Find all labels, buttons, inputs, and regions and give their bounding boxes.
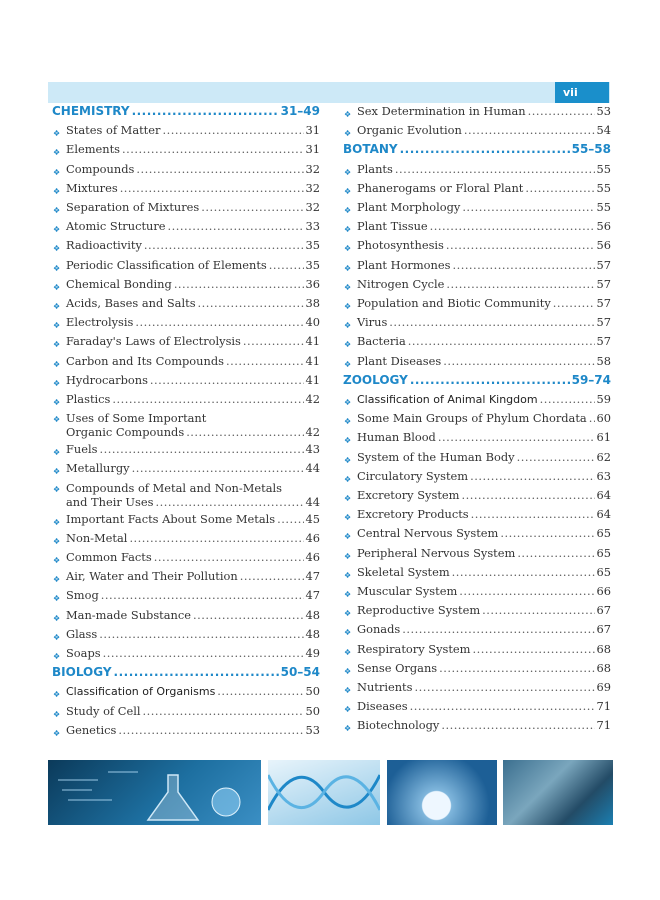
entry-page: 55	[596, 180, 611, 195]
entry-page: 65	[596, 526, 611, 541]
toc-entry[interactable]	[52, 411, 320, 439]
toc-entry[interactable]	[52, 373, 320, 387]
leader-dots	[193, 608, 304, 622]
entry-title: ❖ States of Matter	[66, 123, 161, 138]
entry-page: 56	[596, 238, 611, 253]
entry-page: 57	[596, 276, 611, 291]
leader-dots	[114, 665, 279, 679]
entry-title: ❖ Atomic Structure	[66, 219, 166, 234]
leader-dots	[198, 296, 304, 310]
toc-entry[interactable]	[343, 584, 611, 598]
entry-page: 67	[596, 603, 611, 618]
toc-entry[interactable]	[52, 392, 320, 406]
entry-page: 35	[305, 238, 320, 253]
entry-title: ❖ Bacteria	[357, 334, 406, 349]
leader-dots	[277, 512, 303, 526]
leader-dots	[226, 354, 304, 368]
entry-page: 62	[596, 449, 611, 464]
entry-title: ❖ Respiratory System	[357, 641, 471, 656]
entry-title: ❖ Elements	[66, 142, 120, 157]
toc-entry[interactable]	[343, 526, 611, 540]
toc-entry[interactable]	[343, 680, 611, 694]
entry-title: ❖ Study of Cell	[66, 703, 141, 718]
toc-entry[interactable]	[343, 642, 611, 656]
section-title: BOTANY	[343, 142, 398, 157]
toc-entry[interactable]	[343, 661, 611, 675]
leader-dots	[414, 680, 594, 694]
leader-dots	[395, 162, 595, 176]
entry-title: ❖ Soaps	[66, 646, 101, 660]
leader-dots	[132, 104, 279, 118]
leader-dots	[410, 699, 595, 713]
entry-page: 41	[305, 353, 320, 368]
entry-title: ❖ Central Nervous System	[357, 526, 499, 541]
toc-entry[interactable]	[343, 104, 611, 118]
toc-entry[interactable]	[343, 277, 611, 291]
entry-page: 60	[596, 411, 611, 426]
toc-entry[interactable]	[343, 181, 611, 195]
leader-dots	[240, 569, 304, 583]
entry-title: ❖ Metallurgy	[66, 461, 130, 476]
toc-entry[interactable]	[52, 142, 320, 156]
entry-page: 49	[305, 646, 320, 660]
leader-dots	[118, 723, 303, 737]
entry-page: 48	[305, 626, 320, 641]
entry-page: 53	[305, 722, 320, 737]
leader-dots	[553, 296, 595, 310]
entry-page: 71	[596, 699, 611, 714]
entry-page: 48	[305, 607, 320, 622]
entry-title-line1: ❖ Compounds of Metal and Non-Metals	[66, 480, 282, 495]
toc-entry[interactable]	[343, 603, 611, 617]
entry-page: 64	[596, 507, 611, 522]
leader-dots	[243, 334, 304, 348]
entry-title: ❖ Plant Hormones	[357, 257, 451, 272]
leader-dots	[446, 277, 594, 291]
entry-page: 32	[305, 180, 320, 195]
page-number: vii	[555, 82, 609, 103]
entry-page: 31	[305, 123, 320, 138]
entry-page: 42	[305, 392, 320, 406]
toc-entry[interactable]	[52, 354, 320, 368]
leader-dots	[154, 550, 304, 564]
entry-page: 55	[596, 161, 611, 176]
toc-entry[interactable]	[52, 277, 320, 291]
entry-title: Organic Compounds	[66, 425, 185, 440]
entry-title: ❖ Classification of Animal Kingdom	[357, 393, 538, 406]
entry-page: 67	[596, 622, 611, 637]
leader-dots	[464, 123, 595, 137]
entry-page: 53	[596, 104, 611, 118]
leader-dots	[143, 704, 304, 718]
section-pages: 50–54	[280, 665, 320, 680]
entry-page: 57	[596, 296, 611, 310]
section-heading[interactable]	[343, 373, 611, 387]
leader-dots	[472, 642, 594, 656]
entry-page: 65	[596, 564, 611, 579]
animals-collage-image	[503, 760, 613, 825]
entry-title: ❖ Plant Diseases	[357, 353, 442, 368]
entry-title: ❖ Compounds	[66, 161, 135, 176]
entry-page: 38	[305, 296, 320, 310]
entry-title-line1: ❖ Uses of Some Important	[66, 411, 207, 426]
entry-title: ❖ Biotechnology	[357, 718, 440, 733]
entry-page: 46	[305, 530, 320, 545]
toc-entry[interactable]	[343, 565, 611, 579]
toc-entry[interactable]	[343, 546, 611, 560]
entry-page: 47	[305, 588, 320, 603]
chemistry-lab-image	[48, 760, 261, 825]
entry-page: 64	[596, 488, 611, 502]
entry-title: ❖ Human Blood	[357, 430, 436, 445]
entry-page: 42	[305, 425, 320, 440]
toc-entry[interactable]	[343, 392, 611, 407]
toc-entry[interactable]	[343, 718, 611, 732]
entry-page: 41	[305, 334, 320, 349]
leader-dots	[217, 684, 303, 698]
toc-entry[interactable]	[52, 627, 320, 641]
entry-title: ❖ Plant Tissue	[357, 219, 428, 234]
toc-entry[interactable]	[343, 315, 611, 329]
section-heading[interactable]	[343, 142, 611, 156]
leader-dots	[136, 162, 303, 176]
section-pages: 59–74	[571, 372, 611, 387]
entry-title: ❖ Electrolysis	[66, 315, 134, 330]
entry-page: 57	[596, 315, 611, 330]
toc-entry[interactable]	[343, 699, 611, 713]
entry-page: 55	[596, 200, 611, 214]
entry-page: 32	[305, 161, 320, 176]
entry-title: ❖ Chemical Bonding	[66, 276, 172, 291]
entry-page: 61	[596, 430, 611, 445]
entry-title: ❖ Organic Evolution	[357, 123, 462, 138]
dna-helix-image	[268, 760, 380, 825]
entry-page: 56	[596, 219, 611, 234]
entry-title: ❖ System of the Human Body	[357, 449, 515, 464]
entry-page: 43	[305, 442, 320, 457]
entry-page: 36	[305, 276, 320, 291]
section-title: ZOOLOGY	[343, 372, 408, 387]
entry-page: 35	[305, 257, 320, 272]
leader-dots	[150, 373, 304, 387]
entry-page: 54	[596, 123, 611, 138]
toc-entry[interactable]	[52, 442, 320, 456]
entry-title: ❖ Separation of Mixtures	[66, 200, 200, 214]
entry-page: 68	[596, 641, 611, 656]
leader-dots	[269, 258, 304, 272]
entry-title: ❖ Mixtures	[66, 180, 118, 195]
leader-dots	[99, 627, 303, 641]
entry-page: 31	[305, 142, 320, 157]
toc-entry[interactable]	[52, 181, 320, 195]
dna-icon	[268, 760, 380, 825]
toc-entry[interactable]	[343, 219, 611, 233]
leader-dots	[135, 315, 303, 329]
entry-page: 71	[596, 718, 611, 733]
leader-dots	[589, 411, 595, 425]
leader-dots	[132, 461, 304, 475]
toc-entry[interactable]	[52, 162, 320, 176]
entry-page: 45	[305, 511, 320, 526]
leader-dots	[471, 507, 595, 521]
toc-entry[interactable]	[52, 123, 320, 137]
toc-entry[interactable]	[52, 531, 320, 545]
entry-title: ❖ Population and Biotic Community	[357, 296, 551, 310]
entry-page: 57	[596, 257, 611, 272]
leader-dots	[129, 531, 303, 545]
toc-entry[interactable]	[52, 704, 320, 718]
toc-entry[interactable]	[343, 296, 611, 310]
toc-entry[interactable]	[343, 450, 611, 464]
entry-page: 44	[305, 461, 320, 476]
entry-title: ❖ Excretory System	[357, 488, 460, 502]
section-title: CHEMISTRY	[52, 104, 130, 118]
entry-page: 57	[596, 334, 611, 349]
entry-title: ❖ Virus	[357, 315, 388, 330]
entry-page: 58	[596, 353, 611, 368]
entry-title: and Their Uses	[66, 494, 154, 509]
entry-page: 68	[596, 660, 611, 675]
leader-dots	[103, 646, 304, 660]
toc-entry[interactable]	[343, 411, 611, 425]
leader-dots	[400, 142, 570, 156]
section-pages: 31–49	[280, 104, 320, 118]
toc-entry[interactable]	[52, 219, 320, 233]
leader-dots	[461, 488, 594, 502]
toc-entry[interactable]	[52, 315, 320, 329]
leader-dots	[168, 219, 304, 233]
entry-page: 66	[596, 584, 611, 598]
section-pages: 55–58	[571, 142, 611, 157]
toc-entry[interactable]	[343, 507, 611, 521]
toc-entry[interactable]	[52, 588, 320, 602]
section-heading[interactable]	[52, 665, 320, 679]
leader-dots	[101, 588, 304, 602]
entry-page: 40	[305, 315, 320, 330]
flower-image	[387, 760, 497, 825]
toc-entry[interactable]	[52, 461, 320, 475]
leader-dots	[402, 622, 594, 636]
toc-entry[interactable]	[343, 354, 611, 368]
leader-dots	[517, 546, 594, 560]
leader-dots	[144, 238, 304, 252]
entry-title: ❖ Important Facts About Some Metals	[66, 511, 276, 526]
entry-title: ❖ Gonads	[357, 622, 401, 637]
entry-title: ❖ Glass	[66, 626, 98, 641]
entry-title: ❖ Plants	[357, 161, 393, 176]
leader-dots	[430, 219, 595, 233]
leader-dots	[540, 392, 595, 406]
toc-entry[interactable]	[343, 488, 611, 502]
leader-dots	[99, 442, 303, 456]
header-band	[48, 82, 610, 103]
leader-dots	[408, 334, 595, 348]
entry-title: ❖ Plant Morphology	[357, 200, 461, 214]
entry-page: 59	[596, 392, 611, 406]
entry-title: ❖ Peripheral Nervous System	[357, 545, 516, 560]
entry-page: 32	[305, 200, 320, 214]
entry-title: ❖ Carbon and Its Compounds	[66, 353, 224, 368]
toc-entry[interactable]	[343, 430, 611, 444]
leader-dots	[410, 373, 570, 387]
entry-page: 65	[596, 545, 611, 560]
toc-entry[interactable]	[52, 646, 320, 660]
entry-title: ❖ Smog	[66, 588, 99, 603]
leader-dots	[112, 392, 303, 406]
leader-dots	[452, 565, 595, 579]
toc-entry[interactable]	[52, 608, 320, 622]
entry-title: ❖ Nitrogen Cycle	[357, 276, 445, 291]
leader-dots	[528, 104, 595, 118]
toc-entry[interactable]	[343, 123, 611, 137]
entry-title: ❖ Phanerogams or Floral Plant	[357, 180, 524, 195]
entry-page: 63	[596, 468, 611, 483]
entry-page: 69	[596, 680, 611, 694]
entry-title: ❖ Genetics	[66, 722, 117, 737]
toc-entry[interactable]	[52, 481, 320, 509]
leader-dots	[459, 584, 594, 598]
entry-title: ❖ Common Facts	[66, 550, 152, 564]
leader-dots	[462, 200, 594, 214]
section-heading[interactable]	[52, 104, 320, 118]
entry-title: ❖ Diseases	[357, 699, 408, 714]
entry-title: ❖ Sex Determination in Human	[357, 104, 526, 118]
entry-page: 50	[305, 684, 320, 699]
toc-entry[interactable]	[52, 296, 320, 310]
entry-title: ❖ Reproductive System	[357, 603, 481, 618]
toc-entry[interactable]	[343, 162, 611, 176]
leader-dots	[482, 603, 594, 617]
entry-title: ❖ Nutrients	[357, 680, 413, 694]
toc-entry[interactable]	[52, 258, 320, 272]
leader-dots	[443, 354, 594, 368]
entry-title: ❖ Muscular System	[357, 584, 458, 598]
entry-title: ❖ Skeletal System	[357, 564, 450, 579]
toc-entry[interactable]	[343, 469, 611, 483]
leader-dots	[470, 469, 594, 483]
leader-dots	[441, 718, 594, 732]
entry-title: ❖ Circulatory System	[357, 468, 469, 483]
section-title: BIOLOGY	[52, 665, 112, 680]
entry-page: 46	[305, 550, 320, 564]
entry-title: ❖ Classification of Organisms	[66, 685, 216, 699]
toc-entry[interactable]	[52, 723, 320, 737]
leader-dots	[452, 258, 594, 272]
leader-dots	[174, 277, 304, 291]
entry-title: ❖ Man-made Substance	[66, 607, 191, 622]
entry-title: ❖ Air, Water and Their Pollution	[66, 569, 238, 584]
entry-title: ❖ Radioactivity	[66, 238, 142, 253]
leader-dots	[186, 425, 303, 439]
toc-entry[interactable]	[52, 334, 320, 348]
leader-dots	[389, 315, 594, 329]
toc-entry[interactable]	[52, 550, 320, 564]
entry-title: ❖ Excretory Products	[357, 507, 469, 522]
leader-dots	[162, 123, 303, 137]
leader-dots	[122, 142, 304, 156]
entry-title: ❖ Sense Organs	[357, 660, 438, 675]
entry-title: ❖ Acids, Bases and Salts	[66, 296, 196, 310]
entry-page: 33	[305, 219, 320, 234]
entry-title: ❖ Periodic Classification of Elements	[66, 257, 267, 272]
leader-dots	[446, 238, 595, 252]
leader-dots	[525, 181, 594, 195]
toc-entry[interactable]	[343, 258, 611, 272]
entry-title: ❖ Plastics	[66, 392, 111, 406]
leader-dots	[517, 450, 595, 464]
toc-entry[interactable]	[52, 200, 320, 214]
entry-title: ❖ Some Main Groups of Phylum Chordata	[357, 411, 587, 426]
entry-page: 50	[305, 703, 320, 718]
entry-title: ❖ Non-Metal	[66, 530, 128, 545]
flask-icon	[48, 760, 261, 825]
entry-page: 41	[305, 372, 320, 387]
leader-dots	[438, 430, 595, 444]
toc-entry[interactable]	[343, 200, 611, 214]
entry-title: ❖ Fuels	[66, 442, 98, 457]
leader-dots	[500, 526, 594, 540]
leader-dots	[155, 495, 303, 509]
leader-dots	[439, 661, 594, 675]
leader-dots	[201, 200, 303, 214]
toc-entry[interactable]	[343, 622, 611, 636]
toc-entry[interactable]	[52, 512, 320, 526]
leader-dots	[120, 181, 304, 195]
entry-page: 47	[305, 569, 320, 584]
toc-entry[interactable]	[52, 684, 320, 699]
toc-entry[interactable]	[343, 238, 611, 252]
toc-entry[interactable]	[52, 238, 320, 252]
entry-page: 44	[305, 494, 320, 509]
entry-title: ❖ Hydrocarbons	[66, 372, 148, 387]
entry-title: ❖ Photosynthesis	[357, 238, 444, 253]
entry-title: ❖ Faraday's Laws of Electrolysis	[66, 334, 241, 349]
toc-entry[interactable]	[343, 334, 611, 348]
toc-entry[interactable]	[52, 569, 320, 583]
